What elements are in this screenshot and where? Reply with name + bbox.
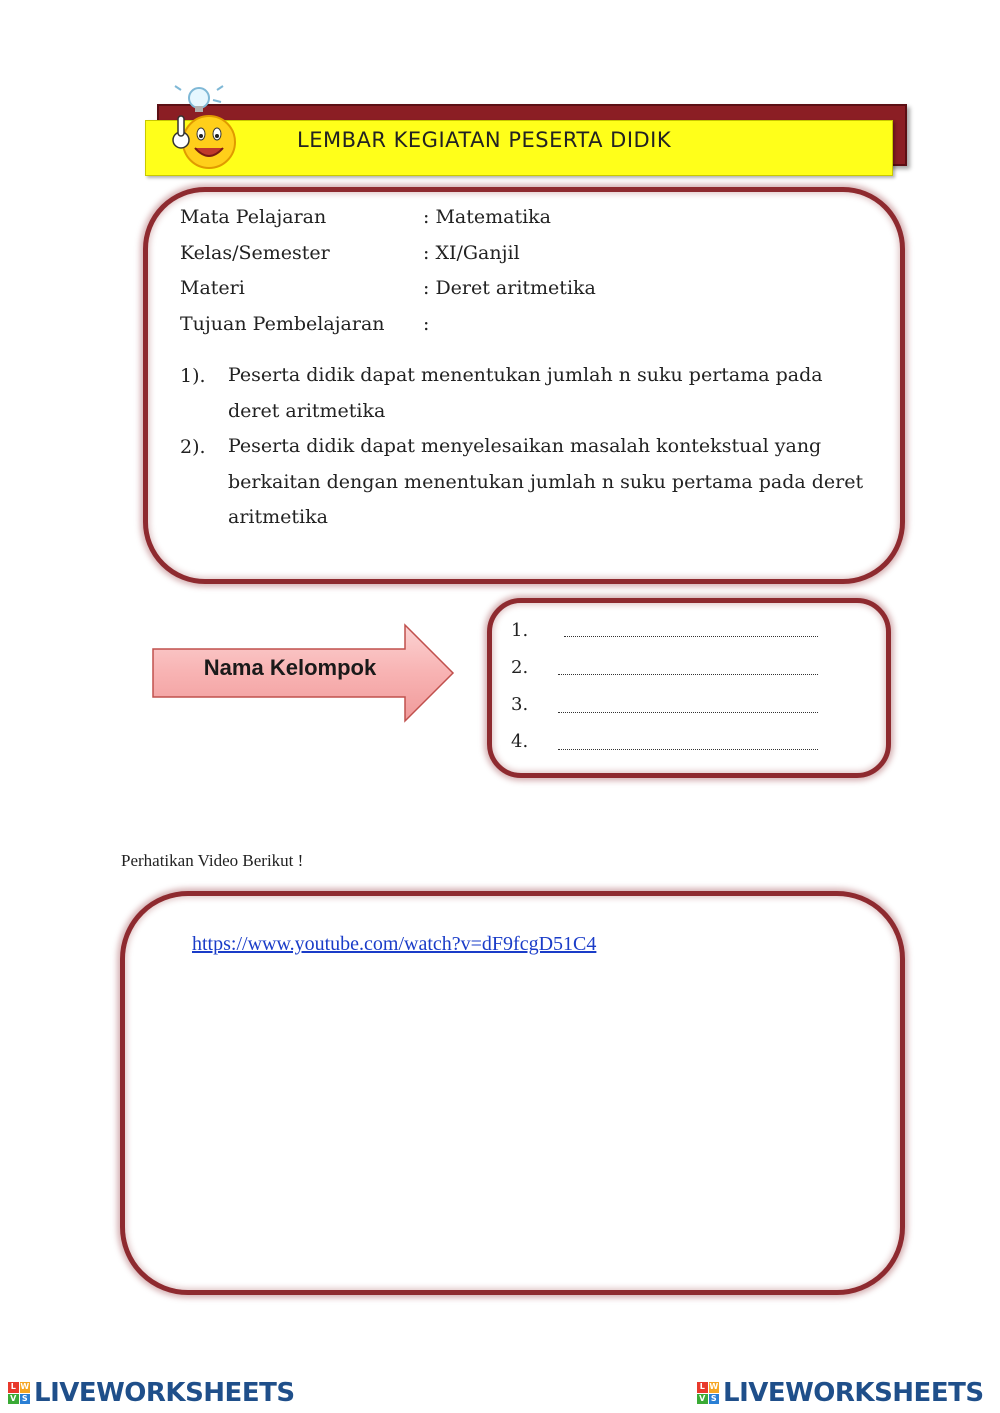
member-number-3: 3.	[511, 694, 529, 715]
mark-cell: L	[697, 1382, 708, 1393]
member-input-4[interactable]	[558, 748, 818, 750]
mark-cell: L	[8, 1382, 19, 1393]
mark-cell: V	[8, 1394, 19, 1405]
video-caption: Perhatikan Video Berikut !	[121, 851, 304, 870]
liveworksheets-mark-icon	[8, 1382, 30, 1404]
member-number-2: 2.	[511, 657, 529, 678]
info-value-subject: : Matematika	[423, 206, 551, 228]
member-number-4: 4.	[511, 731, 529, 752]
goal-text-1: Peserta didik dapat menentukan jumlah n suku pertama pada deret aritmetika	[228, 364, 823, 422]
footer-logo-left	[8, 1378, 295, 1408]
page-title: LEMBAR KEGIATAN PESERTA DIDIK	[297, 128, 672, 152]
group-members-frame	[487, 598, 891, 778]
mark-cell: V	[697, 1394, 708, 1405]
goal-number-2: 2).	[180, 436, 206, 458]
mark-cell: S	[20, 1394, 31, 1405]
liveworksheets-mark-icon	[697, 1382, 719, 1404]
info-value-goals: :	[423, 313, 430, 335]
mark-cell: W	[709, 1382, 719, 1391]
info-value-material: : Deret aritmetika	[423, 277, 596, 299]
info-label-goals: Tujuan Pembelajaran	[180, 313, 385, 335]
member-input-3[interactable]	[558, 711, 818, 713]
mark-cell: W	[20, 1382, 30, 1391]
goal-text-2: Peserta didik dapat menyelesaikan masalah kontekstual yang berkaitan dengan menentukan jumlah n suku pertama pada deret aritmetika	[228, 435, 864, 528]
footer-logo-right	[697, 1378, 984, 1408]
group-name-label: Nama Kelompok	[203, 655, 377, 680]
goal-number-1: 1).	[180, 365, 206, 387]
member-input-2[interactable]	[558, 673, 818, 675]
info-label-subject: Mata Pelajaran	[180, 206, 327, 228]
member-number-1: 1.	[511, 620, 529, 641]
footer-brand-right: LIVEWORKSHEETS	[723, 1378, 984, 1408]
footer-brand-left: LIVEWORKSHEETS	[34, 1378, 295, 1408]
info-label-material: Materi	[180, 277, 245, 299]
info-label-class: Kelas/Semester	[180, 242, 330, 264]
smiley-lightbulb-icon	[163, 84, 241, 174]
mark-cell: S	[709, 1394, 720, 1405]
member-input-1[interactable]	[564, 635, 818, 637]
video-link[interactable]: https://www.youtube.com/watch?v=dF9fcgD51C4	[192, 933, 597, 955]
info-value-class: : XI/Ganjil	[423, 242, 520, 264]
